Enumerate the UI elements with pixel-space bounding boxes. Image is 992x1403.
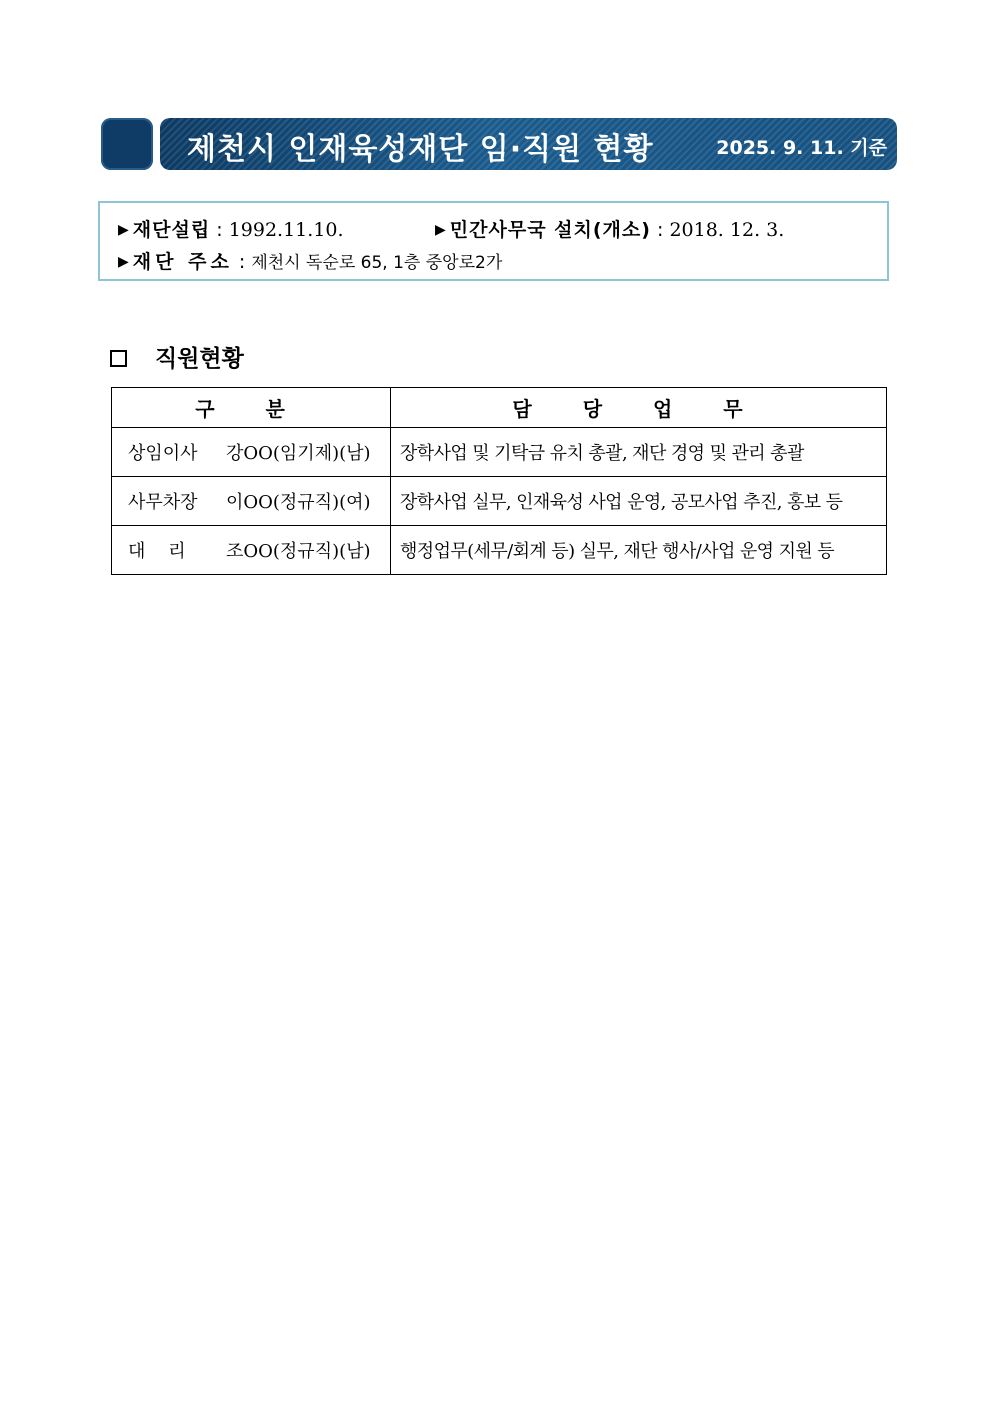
header-accent-block [101,118,153,170]
founded-label: 재단설립 [132,219,211,241]
position-title: 상임이사 [128,443,198,464]
position-cell [112,428,391,477]
address-value: 제천시 독순로 65, 1층 중앙로2가 [251,253,503,273]
position-cell [112,526,391,575]
staff-name: 강OO(임기제)(남) [226,443,371,464]
header-banner [160,118,897,170]
position-cell [112,477,391,526]
triangle-bullet-icon: ▶ [435,222,446,238]
separator: : [216,219,223,241]
staff-table [111,387,887,575]
table-row [112,428,887,477]
section-heading [110,340,244,373]
foundation-info-box [98,201,889,281]
table-header-row [112,388,887,428]
section-title: 직원현황 [155,346,244,372]
reference-date: 2025. 9. 11. 기준 [716,137,887,159]
office-line [435,215,784,242]
page-title: 제천시 인재육성재단 임·직원 현황 [187,132,654,167]
table-row [112,526,887,575]
column-header-category: 구 분 [112,388,391,428]
staff-name: 조OO(정규직)(남) [226,541,371,562]
duty-cell: 행정업무(세무/회계 등) 실무, 재단 행사/사업 운영 지원 등 [391,526,887,575]
separator: : [657,219,664,241]
position-title: 사무차장 [128,492,198,513]
column-header-duties: 담 당 업 무 [391,388,887,428]
staff-name: 이OO(정규직)(여) [226,492,371,513]
checkbox-square-icon [110,350,127,367]
separator: : [238,251,246,273]
triangle-bullet-icon: ▶ [118,254,129,270]
founded-line [118,215,344,242]
founded-value: 1992.11.10. [228,219,344,241]
position-title: 대 리 [128,541,186,562]
office-value: 2018. 12. 3. [669,219,785,241]
duty-cell: 장학사업 및 기탁금 유치 총괄, 재단 경영 및 관리 총괄 [391,428,887,477]
office-label: 민간사무국 설치(개소) [449,219,651,241]
address-line [118,247,502,274]
address-label: 재단 주소 [132,251,233,273]
table-row [112,477,887,526]
triangle-bullet-icon: ▶ [118,222,129,238]
duty-cell: 장학사업 실무, 인재육성 사업 운영, 공모사업 추진, 홍보 등 [391,477,887,526]
